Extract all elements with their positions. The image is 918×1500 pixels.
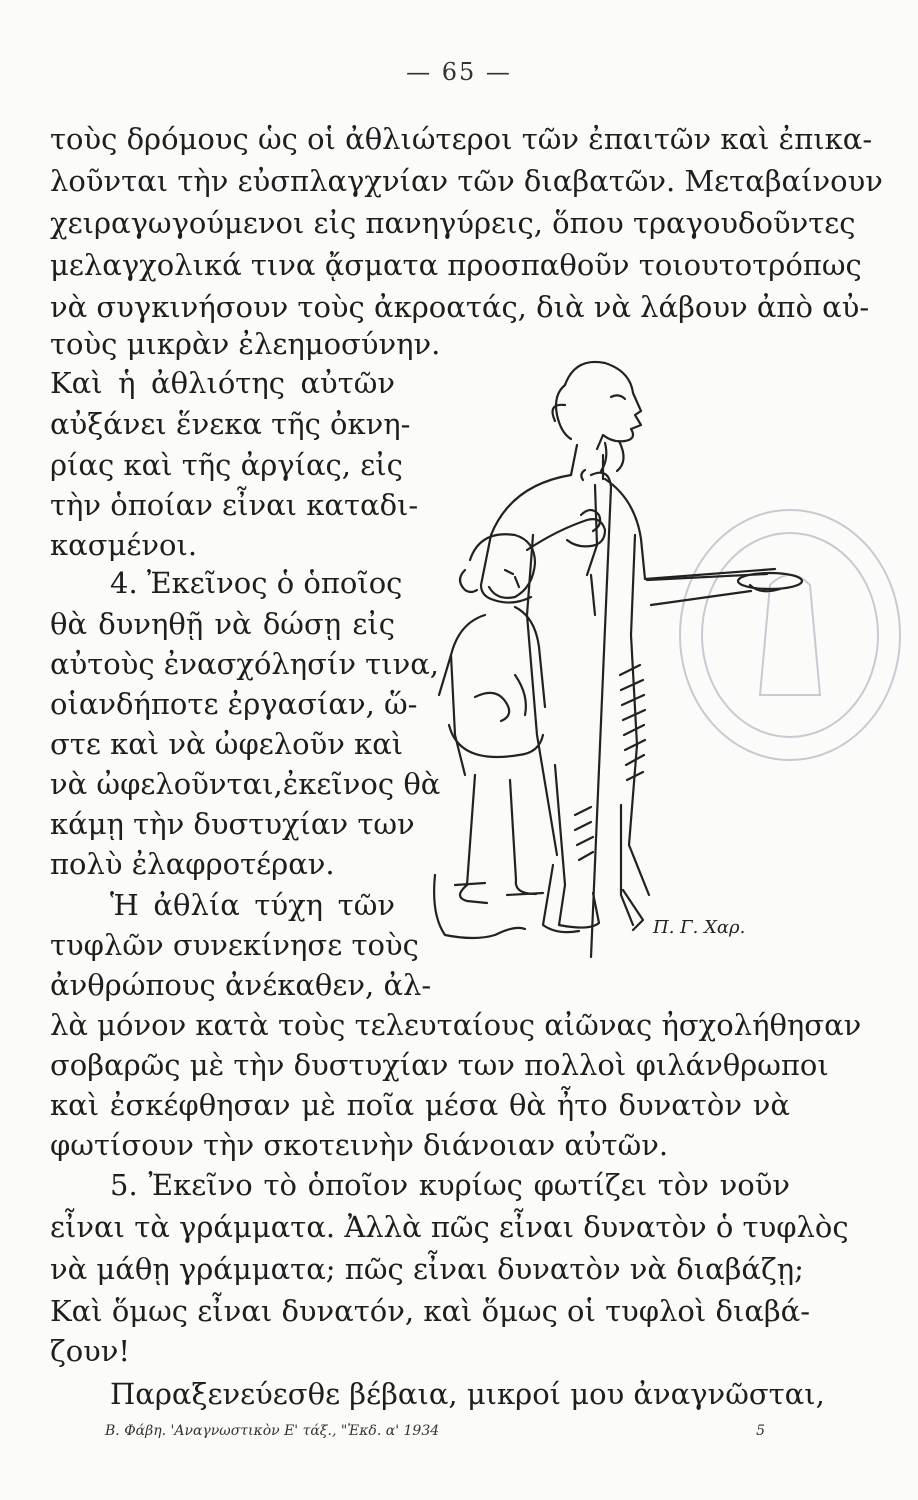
footer-citation: Β. Φάβη. 'Αναγνωστικὸν Ε' τάξ., "Ἐκδ. α' 1934 (105, 1423, 440, 1439)
page-number: — 65 — (406, 58, 512, 86)
body-line: οἱανδήποτε ἐργασίαν, ὥ- (50, 687, 418, 721)
body-line: Παραξενεύεσθε βέβαια, μικροί μου ἀναγνῶσται, (110, 1377, 825, 1411)
body-line: νὰ συγκινήσουν τοὺς ἀκροατάς, διὰ νὰ λάβουν ἀπὸ αὐ- (50, 290, 870, 324)
body-line: κάμῃ τὴν δυστυχίαν των (50, 807, 415, 841)
body-line: νὰ ὠφελοῦνται,ἐκεῖνος θὰ (50, 767, 441, 801)
body-line: λὰ μόνον κατὰ τοὺς τελευταίους αἰῶνας ἠσχολήθησαν (50, 1008, 862, 1042)
body-line: ρίας καὶ τῆς ἀργίας, εἰς (50, 448, 403, 482)
body-line: τοὺς δρόμους ὡς οἱ ἀθλιώτεροι τῶν ἐπαιτῶν καὶ ἐπικα- (50, 122, 873, 156)
body-line: θὰ δυνηθῇ νὰ δώσῃ εἰς (50, 607, 395, 641)
body-line: νὰ μάθῃ γράμματα; πῶς εἶναι δυνατὸν νὰ διαβάζῃ; (50, 1252, 804, 1286)
body-line: Ἡ ἀθλία τύχη τῶν (110, 888, 395, 922)
body-line: σοβαρῶς μὲ τὴν δυστυχίαν των πολλοὶ φιλάνθρωποι (50, 1048, 829, 1082)
body-line: χειραγωγούμενοι εἰς πανηγύρεις, ὅπου τραγουδοῦντες (50, 206, 856, 240)
body-line: Καὶ ὅμως εἶναι δυνατόν, καὶ ὅμως οἱ τυφλοὶ διαβά- (50, 1294, 811, 1328)
body-line: Καὶ ἡ ἀθλιότης αὐτῶν (50, 366, 395, 400)
footer-signature-number: 5 (756, 1423, 765, 1439)
body-line: τὴν ὁποίαν εἶναι καταδι- (50, 488, 419, 522)
body-line: λοῦνται τὴν εὐσπλαγχνίαν τῶν διαβατῶν. Μεταβαίνουν (50, 164, 883, 198)
body-line: 4. Ἐκεῖνος ὁ ὁποῖος (110, 566, 403, 600)
body-line: ἀνθρώπους ἀνέκαθεν, ἀλ- (50, 968, 432, 1002)
body-line: 5. Ἐκεῖνο τὸ ὁποῖον κυρίως φωτίζει τὸν νοῦν (110, 1168, 790, 1202)
body-line: αὐτοὺς ἐνασχόλησίν τινα, (50, 647, 440, 681)
body-line: ζουν! (50, 1334, 131, 1368)
body-line: στε καὶ νὰ ὠφελοῦν καὶ (50, 727, 404, 761)
footer (105, 1423, 765, 1439)
body-line: εἶναι τὰ γράμματα. Ἀλλὰ πῶς εἶναι δυνατὸν ὁ τυφλὸς (50, 1210, 849, 1244)
body-line: πολὺ ἐλαφροτέραν. (50, 847, 335, 881)
body-line: αὐξάνει ἕνεκα τῆς ὀκνη- (50, 407, 411, 441)
blind-beggar-illustration (415, 345, 805, 970)
artist-signature: Π. Γ. Χαρ. (653, 917, 746, 938)
body-line: φωτίσουν τὴν σκοτεινὴν διάνοιαν αὐτῶν. (50, 1128, 669, 1162)
body-line: τοὺς μικρὰν ἐλεημοσύνην. (50, 327, 441, 361)
body-line: καὶ ἐσκέφθησαν μὲ ποῖα μέσα θὰ ἦτο δυνατὸν νὰ (50, 1088, 790, 1122)
body-line: τυφλῶν συνεκίνησε τοὺς (50, 928, 419, 962)
body-line: κασμένοι. (50, 528, 198, 562)
body-line: μελαγχολικά τινα ᾄσματα προσπαθοῦν τοιουτοτρόπως (50, 248, 862, 282)
